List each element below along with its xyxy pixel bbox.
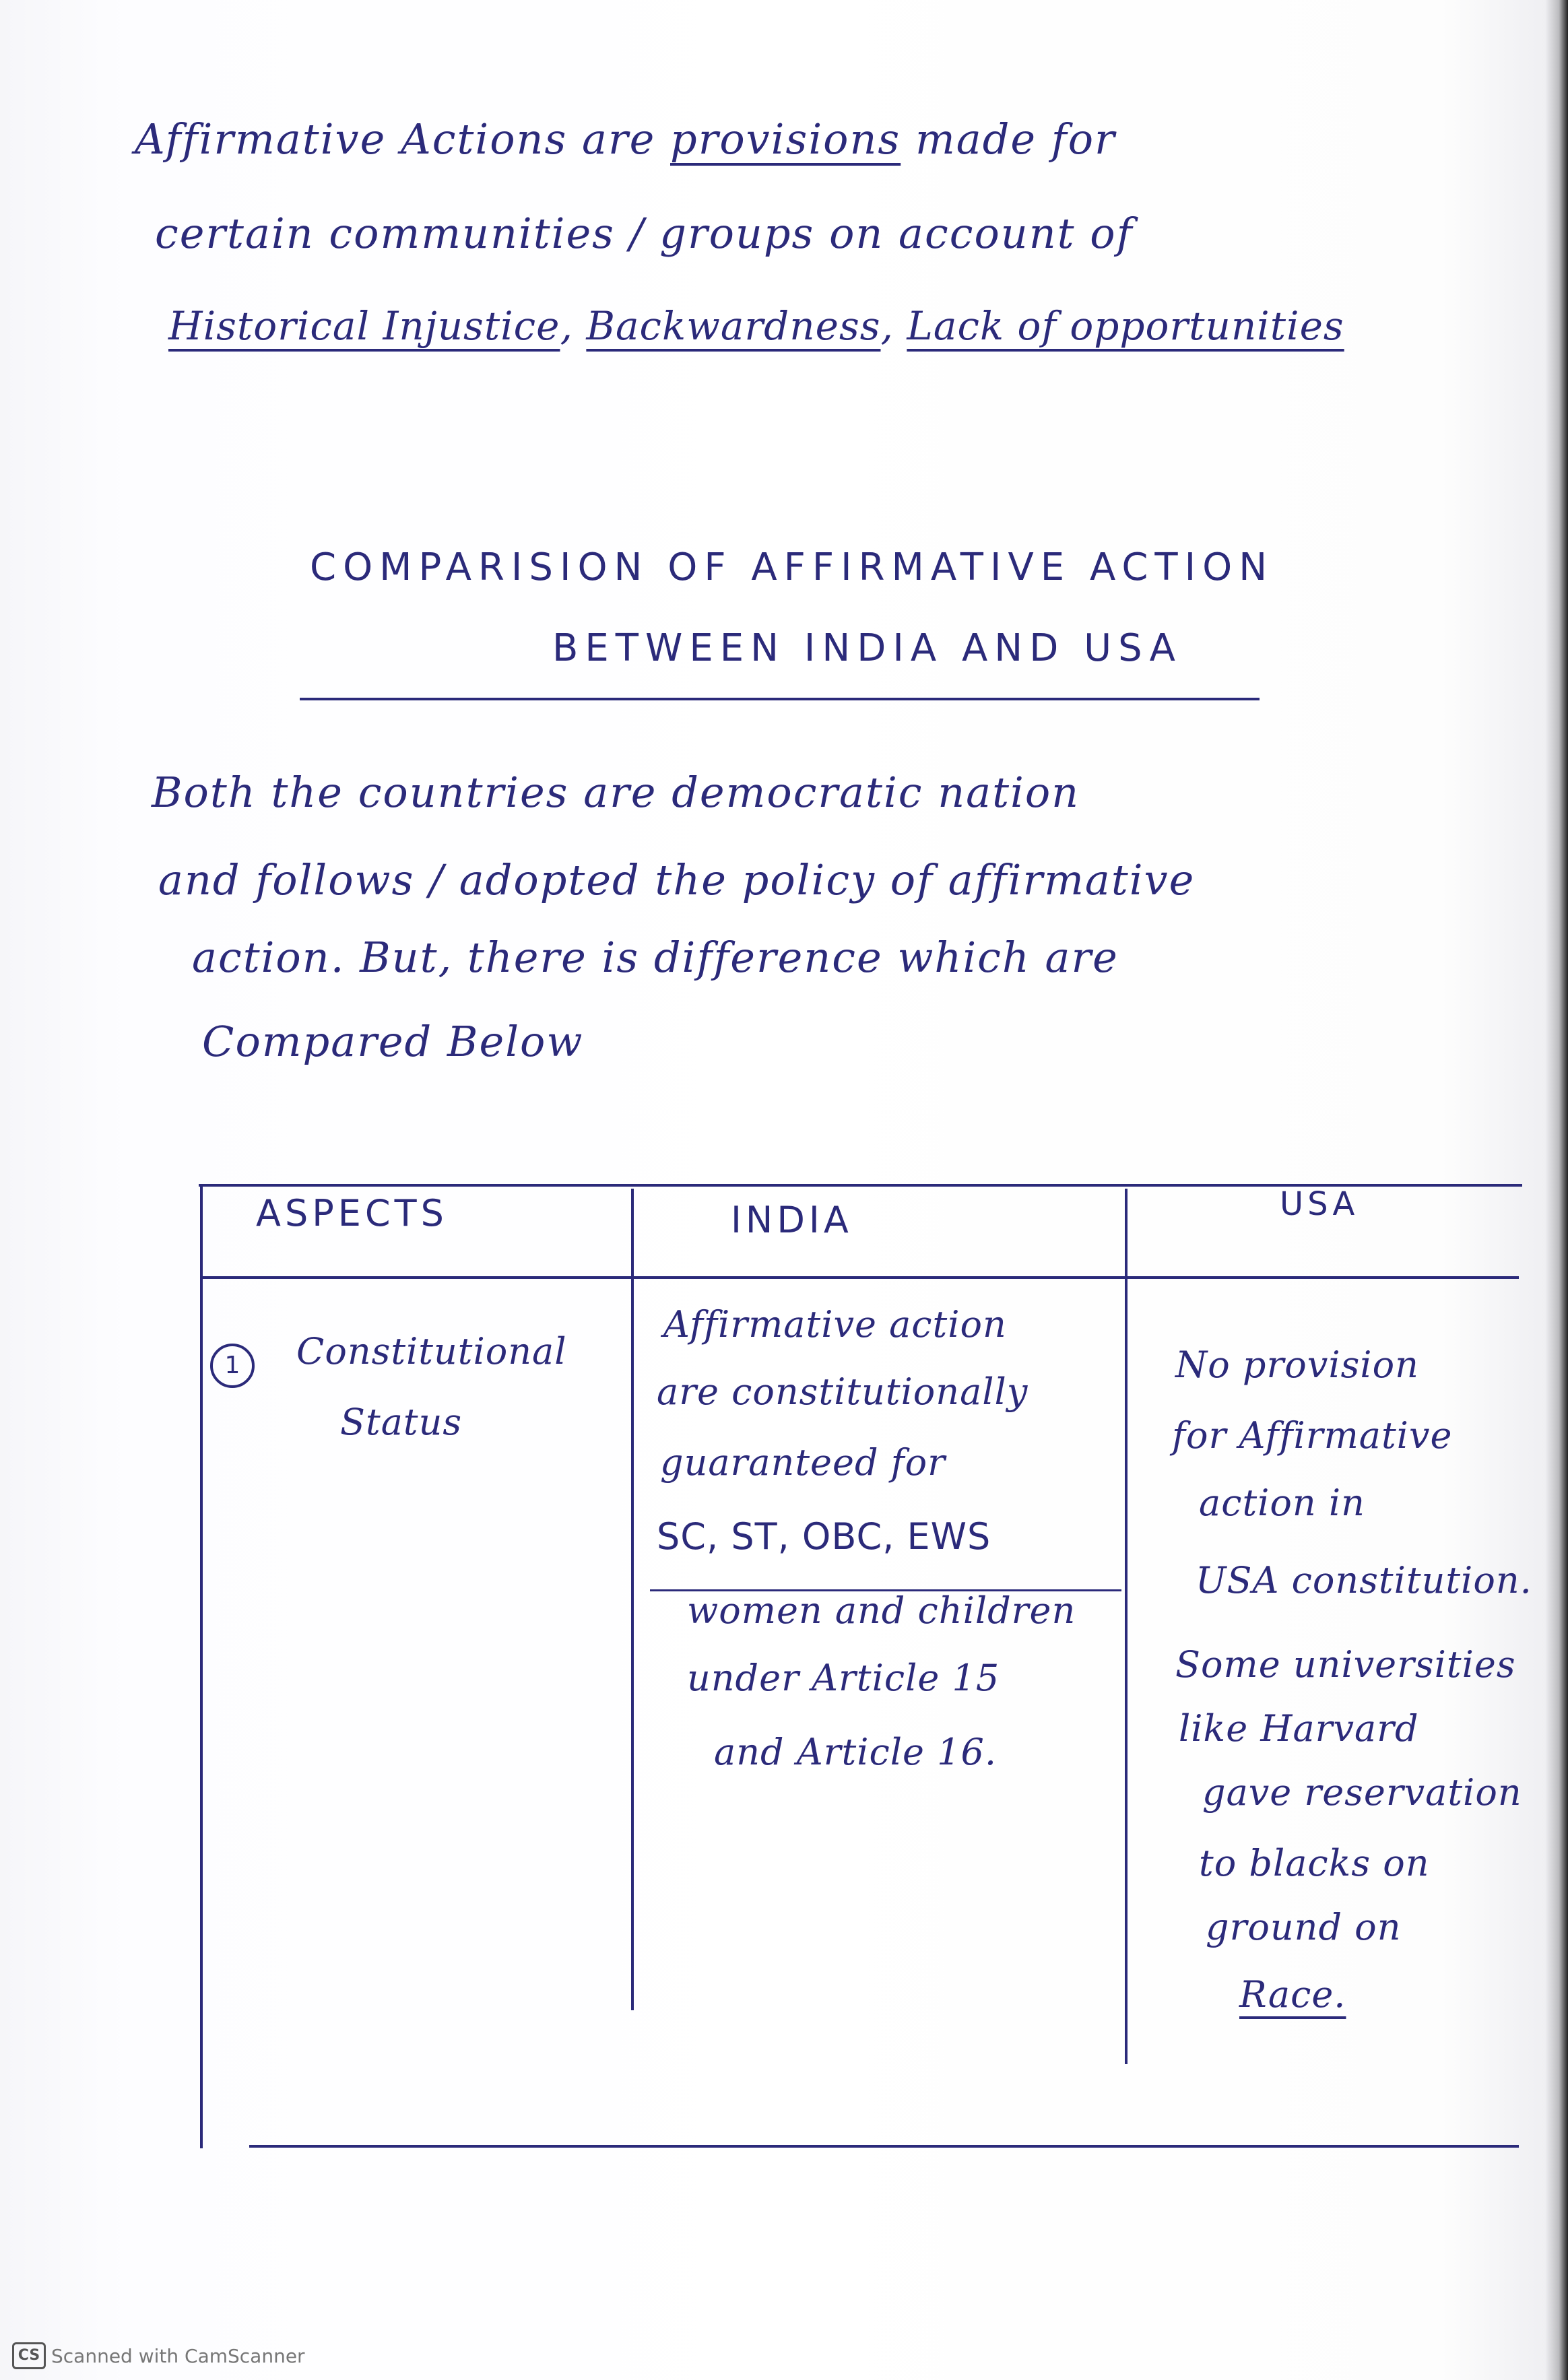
intro-text: made for [901, 114, 1116, 164]
india-line-4: SC, ST, OBC, EWS [657, 1515, 991, 1558]
heading-line-1: COMPARISION OF AFFIRMATIVE ACTION [310, 546, 1274, 589]
intro-text: Affirmative Actions are [135, 114, 670, 164]
camscanner-watermark: Scanned with CamScanner [51, 2345, 305, 2367]
intro-line-1 [135, 114, 1116, 164]
paragraph-line-4: Compared Below [202, 1017, 584, 1066]
table-header-aspects: ASPECTS [256, 1192, 448, 1234]
row-number-circle: 1 [210, 1344, 255, 1388]
table-col-divider-1 [631, 1189, 634, 2010]
usa-line-3: action in [1199, 1482, 1365, 1524]
table-left-border [200, 1185, 203, 2148]
usa-line-8: to blacks on [1199, 1842, 1430, 1884]
usa-line-2: for Affirmative [1172, 1414, 1453, 1457]
page-edge-shadow [1545, 0, 1568, 2380]
india-line-1: Affirmative action [663, 1303, 1007, 1346]
usa-line-7: gave reservation [1202, 1771, 1522, 1814]
intro-line-2: certain communities / groups on account of [155, 209, 1134, 258]
india-line-5: women and children [687, 1589, 1076, 1632]
paragraph-line-3: action. But, there is difference which are [192, 933, 1119, 982]
intro-underlined-backwardness: Backwardness [586, 303, 881, 349]
paragraph-line-2: and follows / adopted the policy of affirmative [158, 855, 1196, 904]
table-header-india: INDIA [731, 1199, 853, 1241]
table-header-divider [202, 1276, 1519, 1279]
intro-underlined-provisions: provisions [670, 114, 901, 164]
intro-underlined-historical-injustice: Historical Injustice [168, 303, 560, 349]
india-line-3: guaranteed for [660, 1441, 946, 1484]
intro-line-3: Historical Injustice, Backwardness, Lack of opportunities [168, 303, 1344, 349]
aspect-line-1: Constitutional [296, 1330, 567, 1373]
india-line-2: are constitutionally [657, 1370, 1028, 1413]
camscanner-logo-icon: CS [12, 2342, 46, 2369]
usa-line-10: Race. [1239, 1973, 1346, 2016]
usa-line-4: USA constitution. [1196, 1559, 1532, 1601]
aspect-line-2: Status [340, 1401, 463, 1443]
table-col-divider-2 [1125, 1189, 1128, 2064]
india-line-6: under Article 15 [687, 1657, 1000, 1699]
usa-line-5: Some universities [1175, 1643, 1516, 1686]
table-bottom-border [249, 2145, 1519, 2148]
usa-line-9: ground on [1206, 1906, 1402, 1948]
table-header-usa: USA [1280, 1185, 1359, 1223]
intro-underlined-lack-of-opportunities: Lack of opportunities [907, 303, 1344, 349]
heading-line-2: BETWEEN INDIA AND USA [552, 626, 1182, 670]
heading-underline [300, 698, 1260, 700]
usa-line-6: like Harvard [1179, 1707, 1419, 1750]
india-line-7: and Article 16. [714, 1731, 997, 1773]
usa-line-1: No provision [1175, 1344, 1419, 1386]
paragraph-line-1: Both the countries are democratic nation [152, 768, 1080, 817]
